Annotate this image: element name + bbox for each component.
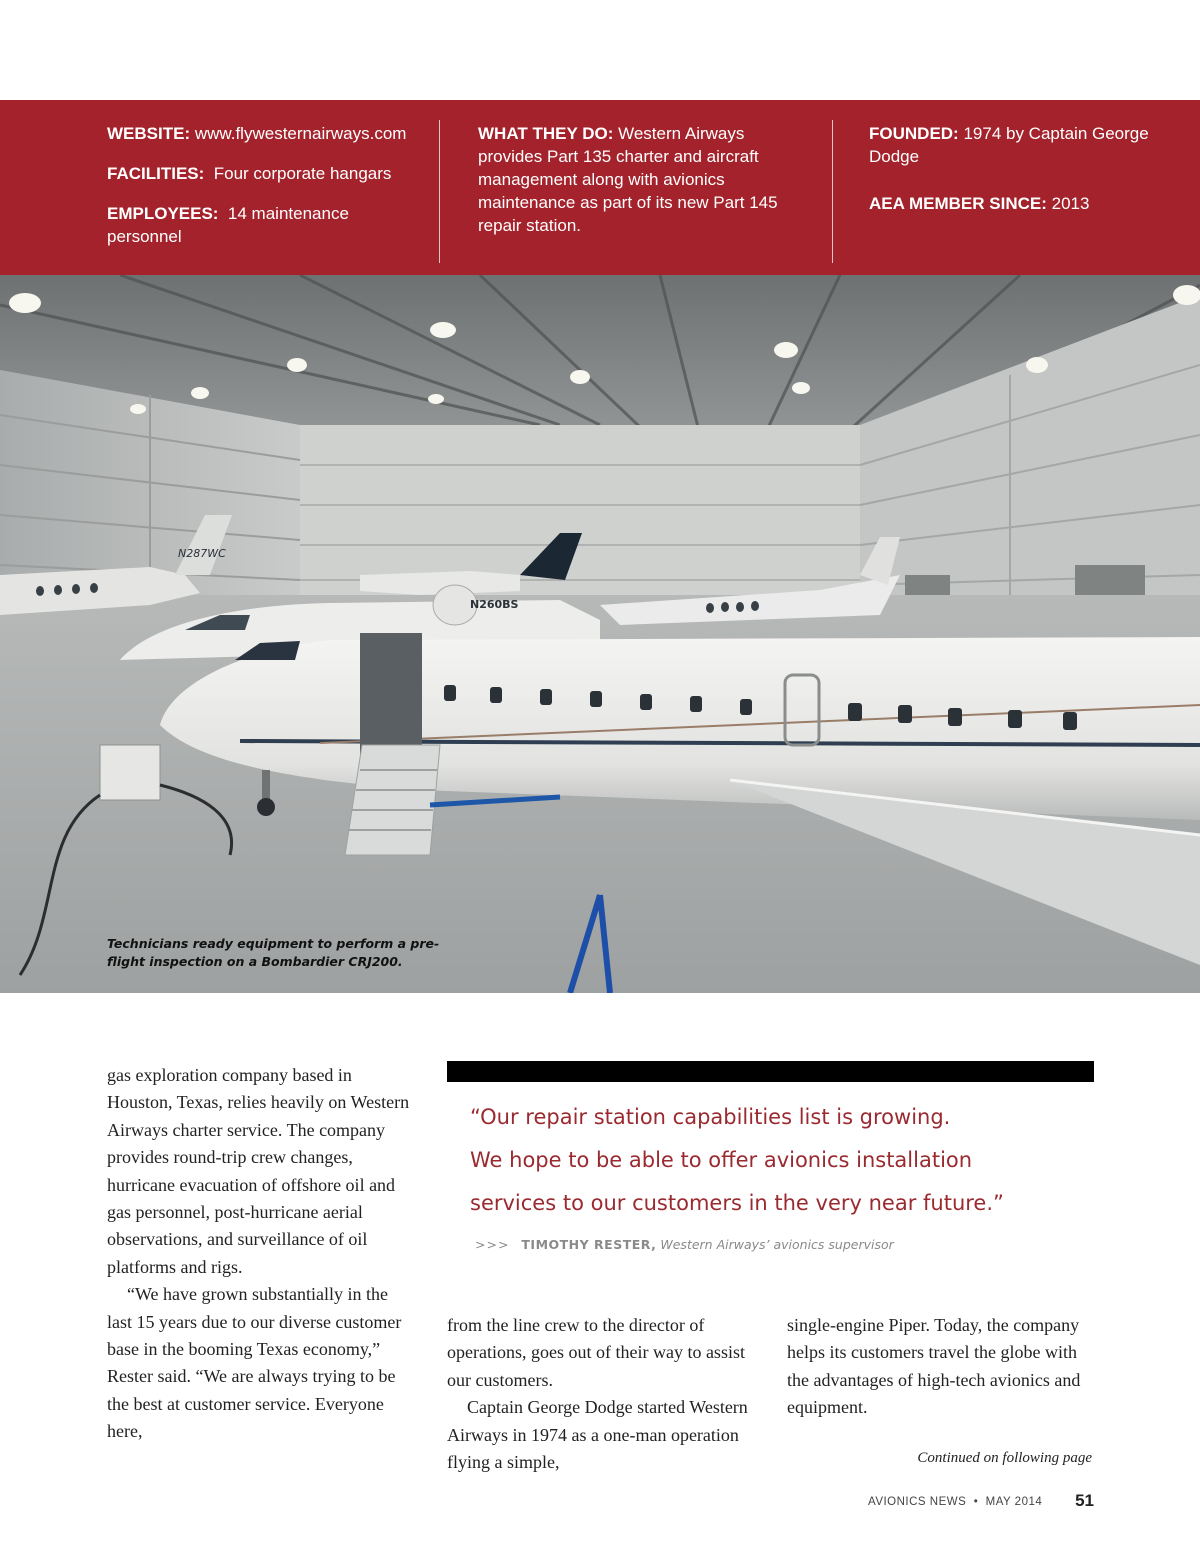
what-label: WHAT THEY DO: [478,124,614,143]
publication-name: AVIONICS NEWS [868,1496,967,1508]
website-value: www.flywesternairways.com [194,124,407,143]
hangar-photo [0,275,1200,993]
website-label: WEBSITE: [107,124,191,143]
website-line [107,122,412,145]
hangar-illustration [0,275,1200,993]
pull-quote-line: We hope to be able to offer avionics installation [470,1148,973,1172]
column-divider [832,120,833,263]
registration-1: N287WC [178,547,226,560]
issue-date: MAY 2014 [985,1496,1043,1508]
pull-quote-line: services to our customers in the very near future.” [470,1191,1004,1215]
founded-value: 1974 by Captain George Dodge [869,124,1149,166]
facilities-value: Four corporate hangars [213,164,392,183]
founded-line [869,122,1169,168]
info-column-1 [107,122,412,248]
article-column-2 [447,1312,752,1476]
what-line [478,122,803,237]
paragraph: “We have grown substantially in the last 15 years due to our diverse customer base in the booming Texas economy,” Rester said. “We are always trying to be the best at customer service. Everyone here, [107,1284,402,1442]
pull-quote-bar [447,1061,1094,1082]
info-band [0,100,1200,275]
attribution-name: TIMOTHY RESTER, [521,1237,657,1252]
employees-label: EMPLOYEES: [107,204,219,223]
what-value: Western Airways provides Part 135 charter and aircraft management along with avionics maintenance as part of its new Part 145 repair station. [478,124,778,235]
attribution-arrows: >>> [475,1237,510,1252]
info-column-3 [869,122,1169,215]
paragraph: single-engine Piper. Today, the company helps its customers travel the globe with the advantages of high-tech avionics and equipment. [787,1315,1081,1418]
page-footer [868,1491,1094,1510]
pull-quote [470,1096,1090,1225]
member-line [869,192,1169,215]
photo-caption: Technicians ready equipment to perform a pre-flight inspection on a Bombardier CRJ200. [107,936,440,969]
paragraph: from the line crew to the director of operations, goes out of their way to assist our customers. [447,1315,745,1390]
registration-2: N260BS [470,598,519,611]
facilities-label: FACILITIES: [107,164,205,183]
employees-line [107,202,412,248]
page-number: 51 [1075,1491,1094,1510]
paragraph: gas exploration company based in Houston, Texas, relies heavily on Western Airways charter service. The company provides round-trip crew changes, hurricane evacuation of offshore oil and gas personnel, post-hurricane aerial observations, and surveillance of oil platforms and rigs. [107,1065,410,1277]
attribution-role: Western Airways’ avionics supervisor [660,1237,894,1252]
footer-bullet: • [973,1496,979,1508]
facilities-line [107,162,412,185]
pull-quote-line: “Our repair station capabilities list is growing. [470,1105,951,1129]
founded-label: FOUNDED: [869,124,959,143]
member-value: 2013 [1051,194,1090,213]
quote-attribution [475,1237,894,1252]
member-label: AEA MEMBER SINCE: [869,194,1047,213]
article-column-3 [787,1312,1097,1422]
column-divider [439,120,440,263]
info-column-2 [478,122,803,237]
article-column-1 [107,1062,417,1446]
employees-value: 14 maintenance personnel [107,204,349,246]
continued-note: Continued on following page [917,1450,1092,1466]
paragraph: Captain George Dodge started Western Airways in 1974 as a one-man operation flying a simple, [447,1397,748,1473]
